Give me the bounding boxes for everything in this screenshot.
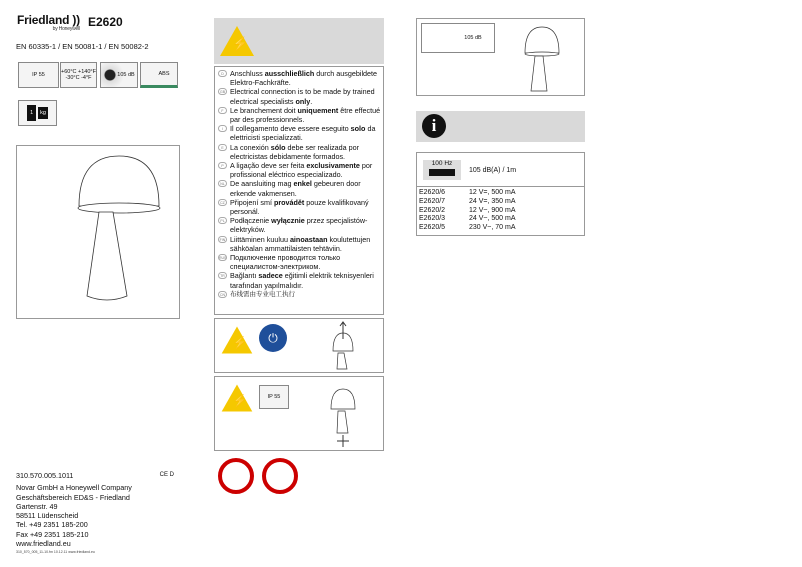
- variant-model: E2620/7: [419, 197, 446, 205]
- instruction-rus: RUS Подключение проводится только специалистом-электриком.: [219, 253, 341, 272]
- footer-address: 310.570.005.1011 CE D Novar GmbH a Honeywell Company Geschäftsbereich ED&S - Friedland Gartenstr. 49 58511 Lüdenscheid Tel. +49 2351 185-200 Fax +49 2351 185-210 www.friedland.eu: [16, 471, 174, 549]
- frequency-icon: 100 Hz: [423, 160, 461, 180]
- variant-spec: 12 V~, 900 mA: [469, 206, 516, 214]
- language-code-badge: CN: [219, 292, 226, 297]
- weight-icon: 1 kg: [18, 100, 57, 126]
- warning-icon: [222, 385, 253, 412]
- language-code-badge: P: [218, 162, 227, 169]
- disconnect-power-panel: [214, 318, 384, 373]
- variant-model: E2620/6: [419, 189, 446, 196]
- instruction-gb: GB Electrical connection is to be made by trained electrical specialists only.: [219, 87, 375, 106]
- language-code-badge: E: [218, 144, 227, 151]
- high-voltage-icon: [220, 26, 254, 56]
- language-code-badge: I: [218, 125, 227, 132]
- electrical-warning-header: [214, 18, 384, 64]
- variant-spec: 24 V~, 500 mA: [469, 215, 516, 223]
- variant-row: [417, 215, 584, 224]
- material-icon: ABS: [140, 62, 178, 88]
- info-icon: i: [422, 114, 446, 138]
- instruction-d: D Anschluss ausschließlich durch ausgebildete Elektro-Fachkräfte.: [217, 69, 381, 87]
- language-code-badge: TR: [218, 272, 227, 279]
- standards: EN 60335-1 / EN 50081-1 / EN 50082-2: [16, 42, 149, 51]
- variant-row: [417, 207, 584, 216]
- instruction-nl: NL De aansluiting mag enkel gebeuren door erkende vakmensen.: [217, 179, 381, 197]
- instruction-tr: TR Bağlantı sadece eğitimli elektrik teknisyenleri tarafından yapılmalıdır.: [217, 271, 381, 289]
- instruction-i: I Il collegamento deve essere eseguito solo da elettricisti specializzati.: [217, 124, 381, 142]
- instruction-pl: PL Podłączenie wyłącznie przez specjalistów-elektryków.: [217, 216, 381, 234]
- variant-row: [417, 198, 584, 207]
- ip-rating-icon: IP 55: [259, 385, 289, 409]
- language-code-badge: D: [218, 70, 227, 77]
- file-reference: 310_570_005_11-10.fm 10.12.11 www.friedland.eu: [16, 550, 95, 554]
- product-image: [16, 145, 180, 319]
- language-code-badge: F: [218, 107, 227, 114]
- variant-row: [417, 189, 584, 198]
- information-header: [416, 111, 585, 142]
- variant-spec: 12 V=, 500 mA: [469, 189, 516, 196]
- language-code-badge: GB: [219, 90, 226, 95]
- temperature-icon: +60°C +140°F -30°C -4°F: [60, 62, 97, 88]
- high-voltage-icon: [222, 327, 253, 354]
- variant-row: [417, 224, 584, 233]
- instruction-cn: CN 布线需由专业电工执行: [219, 289, 295, 298]
- instruction-e: E La conexión sólo debe ser realizada por electricistas debidamente formados.: [217, 143, 381, 161]
- instruction-p: P A ligação deve ser feita exclusivamente por profissional eléctrico especializado.: [217, 161, 381, 179]
- ip-rating-icon: IP 55: [18, 62, 59, 88]
- instruction-fin: FIN Liittäminen kuuluu ainoastaan koulutettujen sähköalan ammattilaisten tehtäviin.: [219, 234, 371, 253]
- sound-level: 105 dB(A) / 1m: [469, 167, 517, 174]
- brand-logo: Friedland )) by Honeywell: [17, 13, 80, 32]
- model-title: E2620: [88, 15, 123, 29]
- language-instructions: [214, 66, 384, 315]
- variant-model: E2620/5: [419, 224, 446, 232]
- language-code-badge: RUS: [219, 256, 227, 261]
- no-hanging-icon: [218, 458, 254, 494]
- mounting-panel: [214, 376, 384, 451]
- sound-level-icon: 105 dB: [100, 62, 138, 88]
- variant-spec: 230 V~, 70 mA: [469, 224, 516, 232]
- ce-mark: CE D: [159, 472, 174, 478]
- sound-warning-panel: [416, 18, 585, 96]
- unplug-icon: ⏻: [259, 324, 287, 352]
- instruction-f: F Le branchement doit uniquement être effectué par des professionnels.: [217, 106, 381, 124]
- hearing-warning-icon: 105 dB: [421, 23, 495, 53]
- variant-model: E2620/3: [419, 215, 446, 223]
- variant-model: E2620/2: [419, 206, 446, 214]
- variant-spec: 24 V=, 350 mA: [469, 197, 516, 205]
- language-code-badge: CZ: [218, 199, 227, 206]
- technical-data: [416, 152, 585, 236]
- instruction-cz: CZ Připojení smí provádět pouze kvalifikovaný personál.: [217, 198, 381, 216]
- language-code-badge: NL: [218, 180, 227, 187]
- language-code-badge: PL: [218, 217, 227, 224]
- language-code-badge: FIN: [219, 237, 226, 242]
- no-water-icon: [262, 458, 298, 494]
